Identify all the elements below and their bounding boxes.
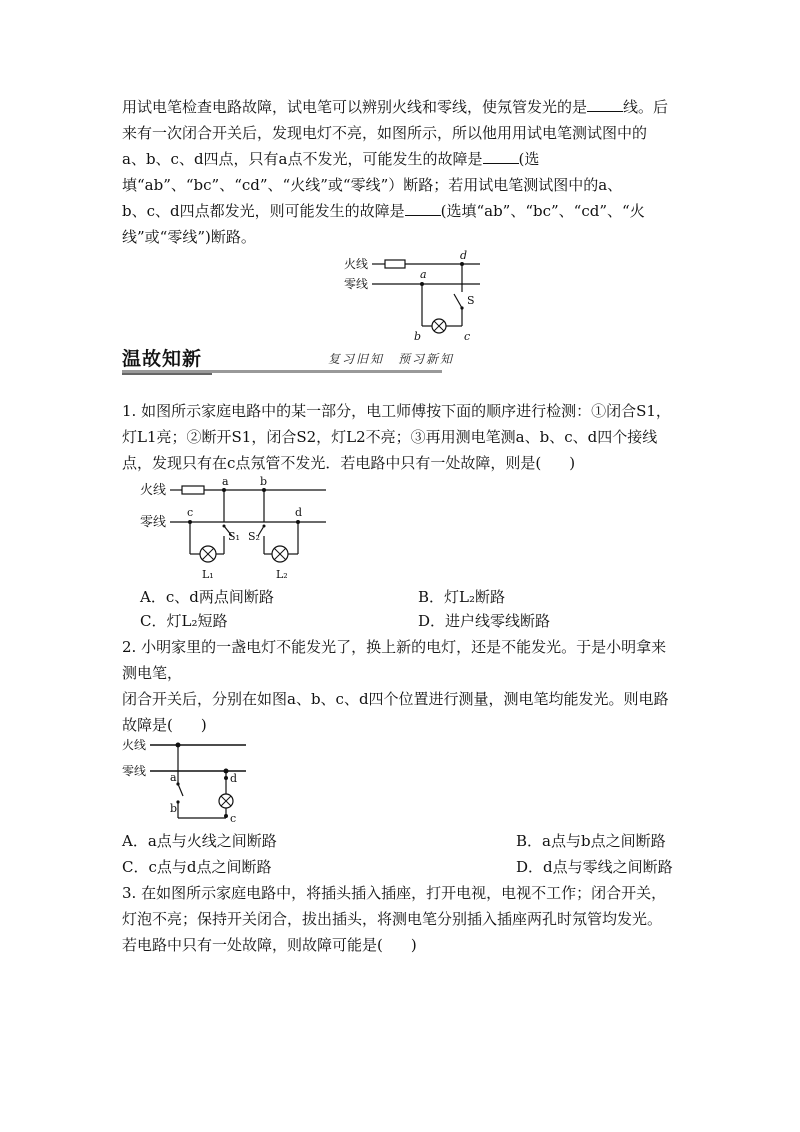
- label-a: a: [170, 771, 177, 784]
- answer-blank: [587, 94, 623, 112]
- label-s2: S₂: [248, 530, 260, 543]
- intro-text: 线。后: [623, 98, 669, 116]
- q2-line-3: 闭合开关后，分别在如图a、b、c、d四个位置进行测量，测电笔均能发光。则电路: [122, 690, 669, 708]
- q1-line-2: 灯L1亮；②断开S1，闭合S2，灯L2不亮；③再用测电笔测a、b、c、d四个接线: [122, 428, 658, 446]
- q2-option-c: C．c点与d点之间断路: [122, 858, 272, 876]
- q2-line-1: 2. 小明家里的一盏电灯不能发光了，换上新的电灯，还是不能发光。于是小明拿来: [122, 638, 667, 656]
- q1-text: ): [569, 454, 576, 472]
- label-l1: L₁: [202, 568, 214, 581]
- label-c: c: [187, 506, 194, 519]
- q1-option-a: A．c、d两点间断路: [140, 588, 274, 606]
- label-s: S: [467, 294, 475, 307]
- label-d: d: [230, 772, 238, 785]
- q2-option-d: D．d点与零线之间断路: [516, 858, 673, 876]
- label-neutral: 零线: [140, 515, 167, 530]
- label-d: d: [295, 506, 303, 519]
- label-neutral: 零线: [122, 764, 147, 778]
- q1-option-d: D．进户线零线断路: [418, 612, 551, 630]
- section-subtitle: 复习旧知 预习新知: [328, 352, 455, 366]
- intro-text: (选: [518, 150, 540, 168]
- label-b: b: [260, 475, 268, 488]
- intro-line-3: [122, 146, 539, 172]
- intro-text: a、b、c、d四点，只有a点不发光，可能发生的故障是: [122, 150, 483, 168]
- label-live: 火线: [344, 257, 369, 271]
- intro-line-6: 线”或“零线”)断路。: [122, 228, 256, 246]
- section-divider-accent: [122, 373, 212, 375]
- q2-option-b: B．a点与b点之间断路: [516, 832, 666, 850]
- answer-blank: [483, 146, 519, 164]
- q1-text: 点，发现只有在c点氖管不发光．若电路中只有一处故障，则是(: [122, 454, 542, 472]
- label-b: b: [170, 802, 178, 815]
- intro-line-1: [122, 94, 668, 120]
- circuit-figure-0: [340, 250, 490, 342]
- intro-text: 用试电笔检查电路故障，试电笔可以辨别火线和零线，使氖管发光的是: [122, 98, 588, 116]
- q3-line-3: [122, 932, 417, 958]
- circuit-figure-2: [122, 734, 252, 826]
- label-live: 火线: [140, 483, 167, 498]
- label-l2: L₂: [276, 568, 288, 581]
- q2-text: 故障是(: [122, 716, 173, 734]
- label-c: c: [464, 330, 471, 342]
- intro-line-4: 填“ab”、“bc”、“cd”、“火线”或“零线”）断路；若用试电笔测试图中的a、: [122, 176, 623, 194]
- q3-line-2: 灯泡不亮；保持开关闭合，拔出插头，将测电笔分别插入插座两孔时氖管均发光。: [122, 910, 663, 928]
- q1-option-b: B．灯L₂断路: [418, 588, 505, 606]
- q1-line-3: [122, 450, 575, 476]
- q2-line-2: 测电笔，: [122, 664, 183, 682]
- fuse-icon: [385, 260, 405, 268]
- label-s1: S₁: [228, 530, 240, 543]
- switch-icon: [454, 294, 462, 308]
- label-a: a: [420, 268, 427, 281]
- label-a: a: [222, 475, 229, 488]
- q3-text: ): [410, 936, 417, 954]
- intro-line-2: 来有一次闭合开关后，发现电灯不亮，如图所示，所以他用用试电笔测试图中的: [122, 124, 648, 142]
- answer-blank: [405, 198, 441, 216]
- q2-text: ): [200, 716, 207, 734]
- q1-option-c: C．灯L₂短路: [140, 612, 228, 630]
- section-title: 温故知新: [122, 348, 203, 370]
- circuit-figure-1: [140, 474, 340, 582]
- label-b: b: [414, 330, 422, 342]
- label-c: c: [230, 812, 237, 825]
- q1-line-1: 1. 如图所示家庭电路中的某一部分，电工师傅按下面的顺序进行检测：①闭合S1，: [122, 402, 671, 420]
- q3-line-1: 3. 在如图所示家庭电路中，将插头插入插座，打开电视，电视不工作；闭合开关，: [122, 884, 667, 902]
- q2-option-a: A．a点与火线之间断路: [122, 832, 277, 850]
- label-live: 火线: [122, 738, 147, 752]
- fuse-icon: [182, 486, 204, 494]
- q3-text: 若电路中只有一处故障，则故障可能是(: [122, 936, 383, 954]
- intro-text: b、c、d四点都发光，则可能发生的故障是: [122, 202, 405, 220]
- intro-line-5: [122, 198, 645, 224]
- label-d: d: [460, 250, 468, 262]
- intro-text: (选填“ab”、“bc”、“cd”、“火: [440, 202, 645, 220]
- label-neutral: 零线: [344, 277, 369, 291]
- switch-icon: [178, 784, 183, 796]
